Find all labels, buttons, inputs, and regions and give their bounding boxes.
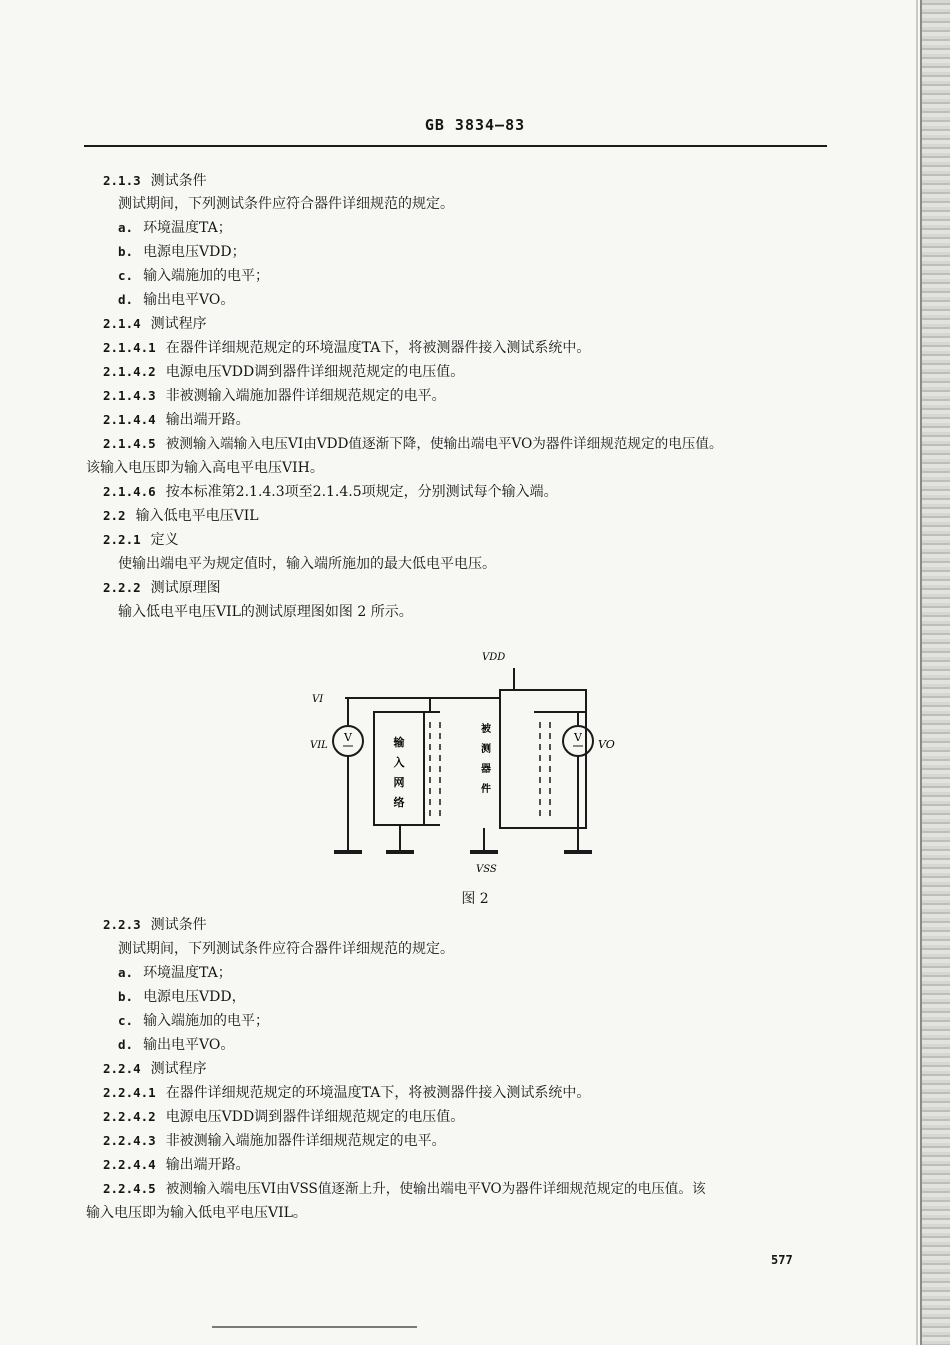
list-item: c. 输入端施加的电平；	[118, 268, 270, 284]
bottom-rule	[212, 1326, 417, 1328]
list-item: b. 电源电压VDD；	[118, 244, 246, 260]
vdd-label: VDD	[482, 652, 506, 663]
list-item: c. 输入端施加的电平；	[118, 1013, 270, 1029]
scan-edge	[920, 0, 950, 1345]
procedure-step: 2.2.4.2 电源电压VDD调到器件详细规范规定的电压值。	[103, 1109, 465, 1125]
procedure-step: 2.1.4.6 按本标准第2.1.4.3项至2.1.4.5项规定，分别测试每个输入端。	[103, 484, 558, 500]
dut-char: 测	[481, 744, 491, 755]
vil-meter-symbol: V	[344, 731, 352, 744]
input-network-char: 网	[393, 776, 405, 789]
list-item: a. 环境温度TA；	[118, 220, 232, 236]
list-item: a. 环境温度TA；	[118, 965, 232, 981]
vss-label: VSS	[476, 864, 497, 875]
section-2-1-3-heading: 2.1.3 测试条件	[103, 173, 207, 189]
procedure-step: 2.2.4.5 被测输入端电压VI由VSS值逐渐上升，使输出端电平VO为器件详细规范规定的电压值。该	[103, 1181, 706, 1197]
dut-char: 被	[481, 724, 491, 735]
vil-label: VIL	[310, 740, 328, 751]
input-network-char: 入	[393, 756, 405, 769]
section-2-2-1-heading: 2.2.1 定义	[103, 532, 179, 548]
input-network-char: 输	[393, 736, 405, 749]
page-header: GB 3834—83	[424, 116, 526, 134]
vo-label: VO	[598, 738, 615, 751]
section-2-2-3-heading: 2.2.3 测试条件	[103, 917, 207, 933]
procedure-step: 2.2.4.1 在器件详细规范规定的环境温度TA下，将被测器件接入测试系统中。	[103, 1085, 591, 1101]
dut-char: 件	[481, 784, 491, 795]
header-rule	[84, 145, 827, 147]
procedure-step-continuation: 输入电压即为输入低电平电压VIL。	[86, 1205, 307, 1221]
dut-char: 器	[481, 764, 491, 775]
page-number: 577	[771, 1253, 793, 1267]
test-circuit-diagram	[290, 640, 650, 890]
input-network-char: 络	[393, 796, 405, 809]
procedure-step: 2.1.4.1 在器件详细规范规定的环境温度TA下，将被测器件接入测试系统中。	[103, 340, 591, 356]
section-2-2-heading: 2.2 输入低电平电压VIL	[103, 508, 259, 524]
procedure-step: 2.2.4.3 非被测输入端施加器件详细规范规定的电平。	[103, 1133, 446, 1149]
list-item: b. 电源电压VDD，	[118, 989, 246, 1005]
vi-label: VI	[312, 694, 324, 705]
figure-caption: 图 2	[461, 891, 489, 907]
list-item: d. 输出电平VO。	[118, 1037, 235, 1053]
section-2-2-3-intro: 测试期间，下列测试条件应符合器件详细规范的规定。	[118, 941, 454, 957]
section-2-2-4-heading: 2.2.4 测试程序	[103, 1061, 207, 1077]
vo-meter-symbol: V	[574, 731, 582, 744]
procedure-step: 2.1.4.3 非被测输入端施加器件详细规范规定的电平。	[103, 388, 446, 404]
procedure-step: 2.1.4.4 输出端开路。	[103, 412, 250, 428]
list-item: d. 输出电平VO。	[118, 292, 235, 308]
procedure-step: 2.1.4.5 被测输入端输入电压VI由VDD值逐渐下降，使输出端电平VO为器件详细规范规定的电压值。	[103, 436, 723, 452]
section-2-2-2-body: 输入低电平电压VIL的测试原理图如图 2 所示。	[118, 604, 413, 620]
scan-edge-line	[916, 0, 918, 1345]
procedure-step: 2.1.4.2 电源电压VDD调到器件详细规范规定的电压值。	[103, 364, 465, 380]
section-2-1-3-intro: 测试期间，下列测试条件应符合器件详细规范的规定。	[118, 196, 454, 212]
section-2-2-1-body: 使输出端电平为规定值时，输入端所施加的最大低电平电压。	[118, 556, 496, 572]
section-2-2-2-heading: 2.2.2 测试原理图	[103, 580, 221, 596]
procedure-step-continuation: 该输入电压即为输入高电平电压VIH。	[86, 460, 324, 476]
dut-box	[500, 690, 586, 828]
procedure-step: 2.2.4.4 输出端开路。	[103, 1157, 250, 1173]
section-2-1-4-heading: 2.1.4 测试程序	[103, 316, 207, 332]
